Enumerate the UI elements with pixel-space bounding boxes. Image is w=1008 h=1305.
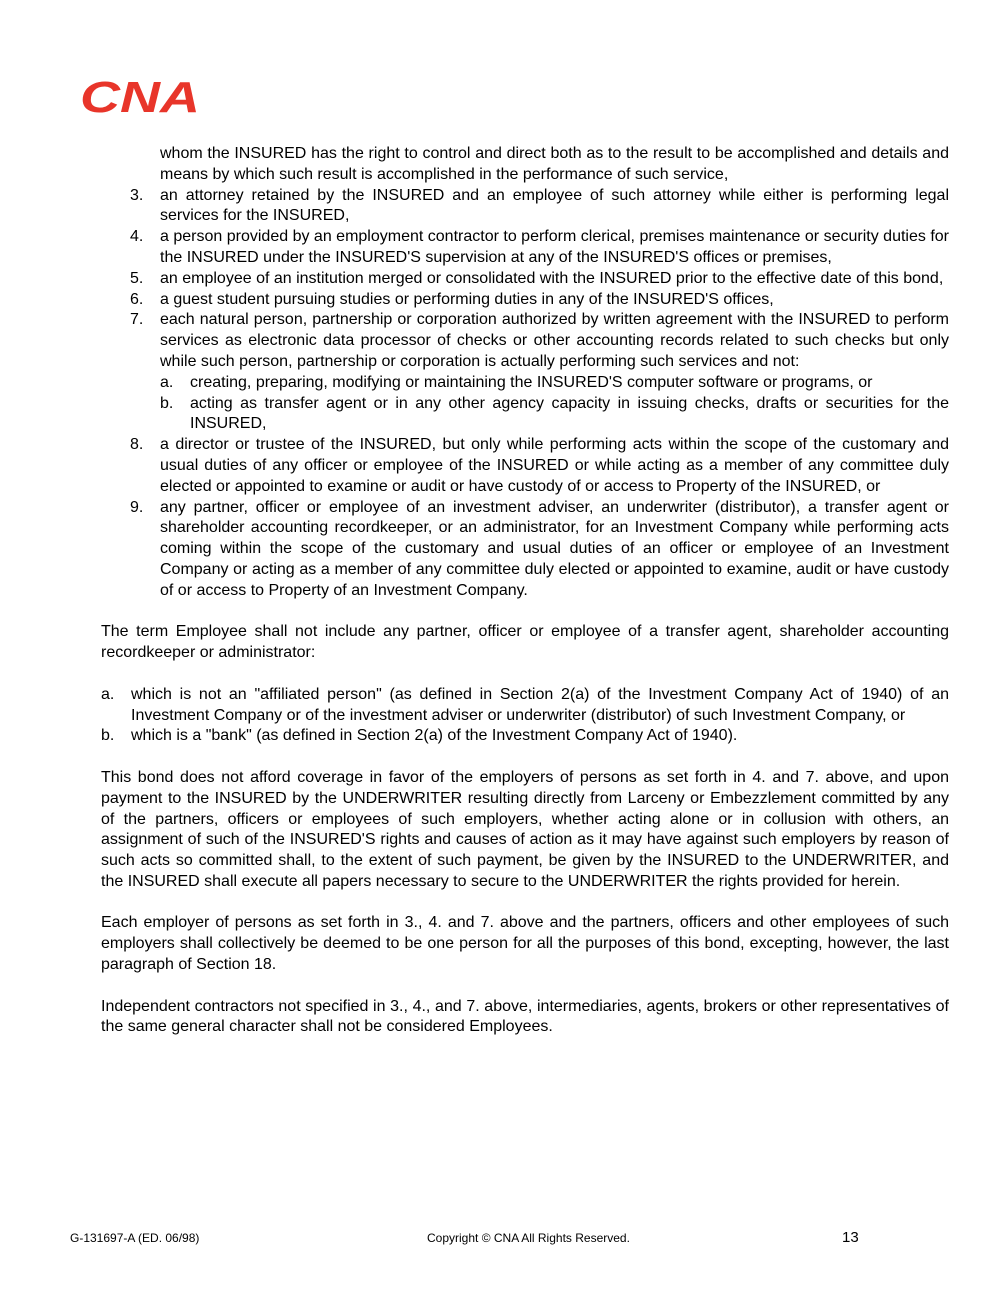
list-item-text: a guest student pursuing studies or performing duties in any of the INSURED'S offices,: [160, 290, 774, 308]
list-number: 5.: [130, 269, 144, 287]
page-number: 13: [842, 1229, 859, 1246]
list-item-8: [101, 435, 949, 497]
list-item-9: [101, 498, 949, 602]
paragraph-coverage: This bond does not afford coverage in favor of the employers of persons as set forth in 4. and 7. above, and upon payment to the INSURED by the UNDERWRITER resulting directly from Larceny or Embezzlement committed by any of the partners, officers or employees of such employers, whether acting alone or in collusion with others, an assignment of such of the INSURED'S rights and causes of action as it may have against such employers by reason of such acts so committed shall, to the extent of such payment, be given by the INSURED to the UNDERWRITER, and the INSURED shall execute all papers necessary to secure to the UNDERWRITER the rights provided for herein.: [101, 768, 949, 890]
exclusion-text: which is not an "affiliated person" (as defined in Section 2(a) of the Investment Company Act of 1940) of an Investment Company or of the investment adviser or underwriter (distributor) of such Investment Company, or: [131, 685, 949, 724]
list-item-text: a person provided by an employment contractor to perform clerical, premises maintenance or security duties for the INSURED under the INSURED'S supervision at any of the INSURED'S offices or premises,: [160, 228, 949, 266]
paragraph-contractors: Independent contractors not specified in 3., 4., and 7. above, intermediaries, agents, brokers or other representatives of the same general character shall not be considered Employees.: [101, 997, 949, 1036]
employee-definition-list: [101, 144, 949, 602]
cna-logo-mark: [80, 76, 202, 116]
list-item-3: [101, 186, 949, 228]
exclusion-text: which is a "bank" (as defined in Section 2(a) of the Investment Company Act of 1940).: [131, 727, 738, 745]
sub-item-b: [101, 394, 949, 436]
list-item-5: [101, 269, 949, 290]
form-code: G-131697-A (ED. 06/98): [70, 1231, 200, 1245]
list-item-text: each natural person, partnership or corporation authorized by written agreement with the INSURED to perform services as electronic data processor of checks or other accounting records related to such checks but only while such person, partnership or corporation is actually performing such services and not:: [160, 311, 949, 370]
list-item-6: [101, 290, 949, 311]
exclusion-letter: b.: [101, 727, 115, 745]
sub-item-text: creating, preparing, modifying or maintaining the INSURED'S computer software or programs, or: [190, 373, 873, 391]
copyright-notice: Copyright © CNA All Rights Reserved.: [427, 1231, 630, 1245]
list-number: 8.: [130, 436, 144, 454]
list-item-text: a director or trustee of the INSURED, but only while performing acts within the scope of the customary and usual duties of any officer or employee of the INSURED or while acting as a member of any committee duly elected or appointed to examine or audit or have custody of or access to Property of the INSURED, or: [160, 436, 949, 495]
list-number: 4.: [130, 228, 144, 246]
paragraph-employer: Each employer of persons as set forth in 3., 4. and 7. above and the partners, officers and other employees of such employers shall collectively be deemed to be one person for all the purposes of this bond, excepting, however, the last paragraph of Section 18.: [101, 914, 949, 974]
list-number: 7.: [130, 311, 144, 329]
paragraph-exclusion: The term Employee shall not include any partner, officer or employee of a transfer agent, shareholder accounting recordkeeper or administrator:: [101, 623, 949, 662]
sub-item-a: [101, 373, 949, 394]
list-item-text: an employee of an institution merged or consolidated with the INSURED prior to the effective date of this bond,: [160, 269, 944, 287]
cna-logo: [80, 76, 202, 116]
list-item-continuation: whom the INSURED has the right to control and direct both as to the result to be accomplished and details and means by which such result is accomplished in the performance of such service,: [160, 145, 949, 183]
exclusion-item-a: [101, 685, 949, 727]
document-body: [101, 144, 949, 1038]
exclusion-item-b: [101, 726, 949, 747]
list-number: 3.: [130, 186, 144, 204]
sub-item-letter: a.: [160, 373, 174, 391]
list-number: 9.: [130, 498, 144, 516]
list-item-4: [101, 227, 949, 269]
list-number: 6.: [130, 290, 144, 308]
list-item-text: an attorney retained by the INSURED and an employee of such attorney while either is performing legal services for the INSURED,: [160, 186, 949, 225]
sub-item-letter: b.: [160, 394, 174, 412]
list-item-text: any partner, officer or employee of an investment adviser, an underwriter (distributor), a transfer agent or shareholder accounting recordkeeper, or an administrator, for an Investment Company while performing acts coming within the scope of the customary and usual duties of an officer or employee of an Investment Company or acting as a member of any committee duly elected or appointed to examine, audit or have custody of or access to Property of an Investment Company.: [160, 498, 949, 599]
sub-item-text: acting as transfer agent or in any other agency capacity in issuing checks, drafts or securities for the INSURED,: [190, 394, 949, 433]
list-item-7: [101, 310, 949, 372]
exclusion-letter: a.: [101, 685, 115, 703]
svg-text:CNA: CNA: [80, 76, 200, 116]
